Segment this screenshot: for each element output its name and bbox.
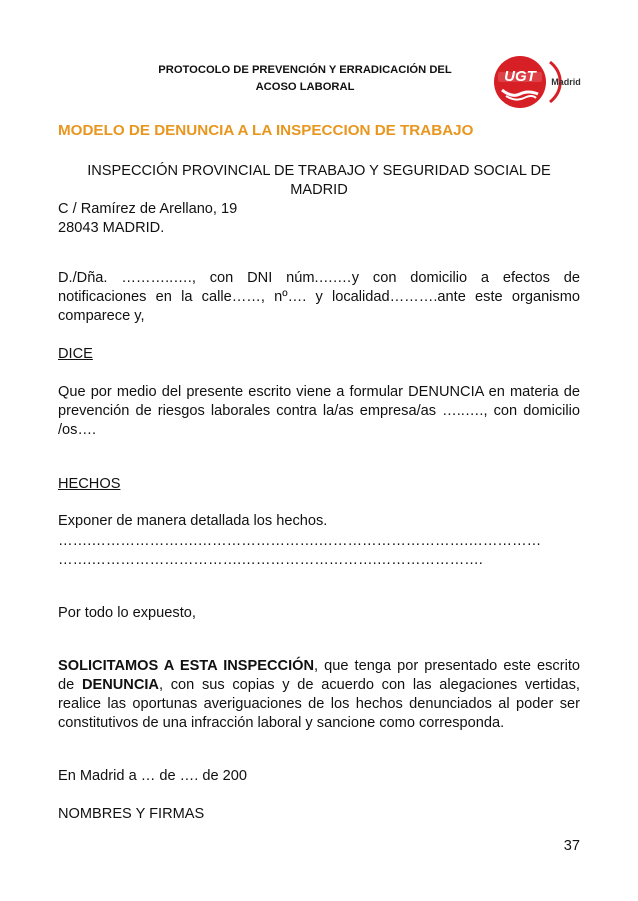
conclusion-line: Por todo lo expuesto, (58, 605, 196, 621)
intro-paragraph: D./Dña. ………..…., con DNI núm.….…y con domicilio a efectos de notificaciones en la calle……, nº…. y localidad……….ante este organismo comparece y, (58, 270, 580, 324)
solicit-text-2: , con sus copias y de acuerdo con las alegaciones vertidas, realice las oportunas averiguaciones de los hechos denunciados al poder ser constitutivos de una infracción laboral y sancione como corresponda. (58, 677, 580, 731)
addressee-line2: MADRID (290, 182, 348, 198)
logo-region: Madrid (551, 77, 581, 87)
hechos-paragraph: Exponer de manera detallada los hechos. (58, 513, 328, 529)
header-title-line1: PROTOCOLO DE PREVENCIÓN Y ERRADICACIÓN DEL (158, 64, 452, 76)
solicit-bold-heading: SOLICITAMOS A ESTA INSPECCIÓN (58, 658, 315, 674)
solicit-bold-denuncia: DENUNCIA (81, 677, 159, 693)
header-title (140, 62, 470, 96)
solicit-paragraph (58, 657, 580, 733)
dice-paragraph: Que por medio del presente escrito viene a formular DENUNCIA en materia de prevención de riesgos laborales contra la/as empresa/as …..…., con domicilio /os…. (58, 384, 580, 438)
address-line1: C / Ramírez de Arellano, 19 (58, 201, 238, 217)
hechos-heading: HECHOS (58, 476, 121, 492)
addressee (58, 162, 580, 200)
date-line: En Madrid a … de …. de 200 (58, 768, 248, 784)
signatures-line: NOMBRES Y FIRMAS (58, 806, 205, 822)
logo-text: UGT (504, 68, 536, 85)
header-title-line2: ACOSO LABORAL (255, 81, 355, 93)
page-number: 37 (563, 838, 580, 854)
dots-line-2: …….………………………….……………………….…………………. (58, 552, 483, 568)
address-block (58, 200, 580, 238)
dice-heading: DICE (58, 346, 93, 362)
solicit-text-1: , que tenga por presentado este escrito de (58, 658, 580, 693)
document-title: MODELO DE DENUNCIA A LA INSPECCION DE TRABAJO (58, 122, 474, 139)
ugt-madrid-logo (484, 54, 584, 110)
address-line2: 28043 MADRID. (58, 220, 165, 236)
addressee-line1: INSPECCIÓN PROVINCIAL DE TRABAJO Y SEGURIDAD SOCIAL DE (87, 163, 551, 179)
dots-line-1: …….………………….…………………….………………………….…………… (58, 533, 542, 549)
